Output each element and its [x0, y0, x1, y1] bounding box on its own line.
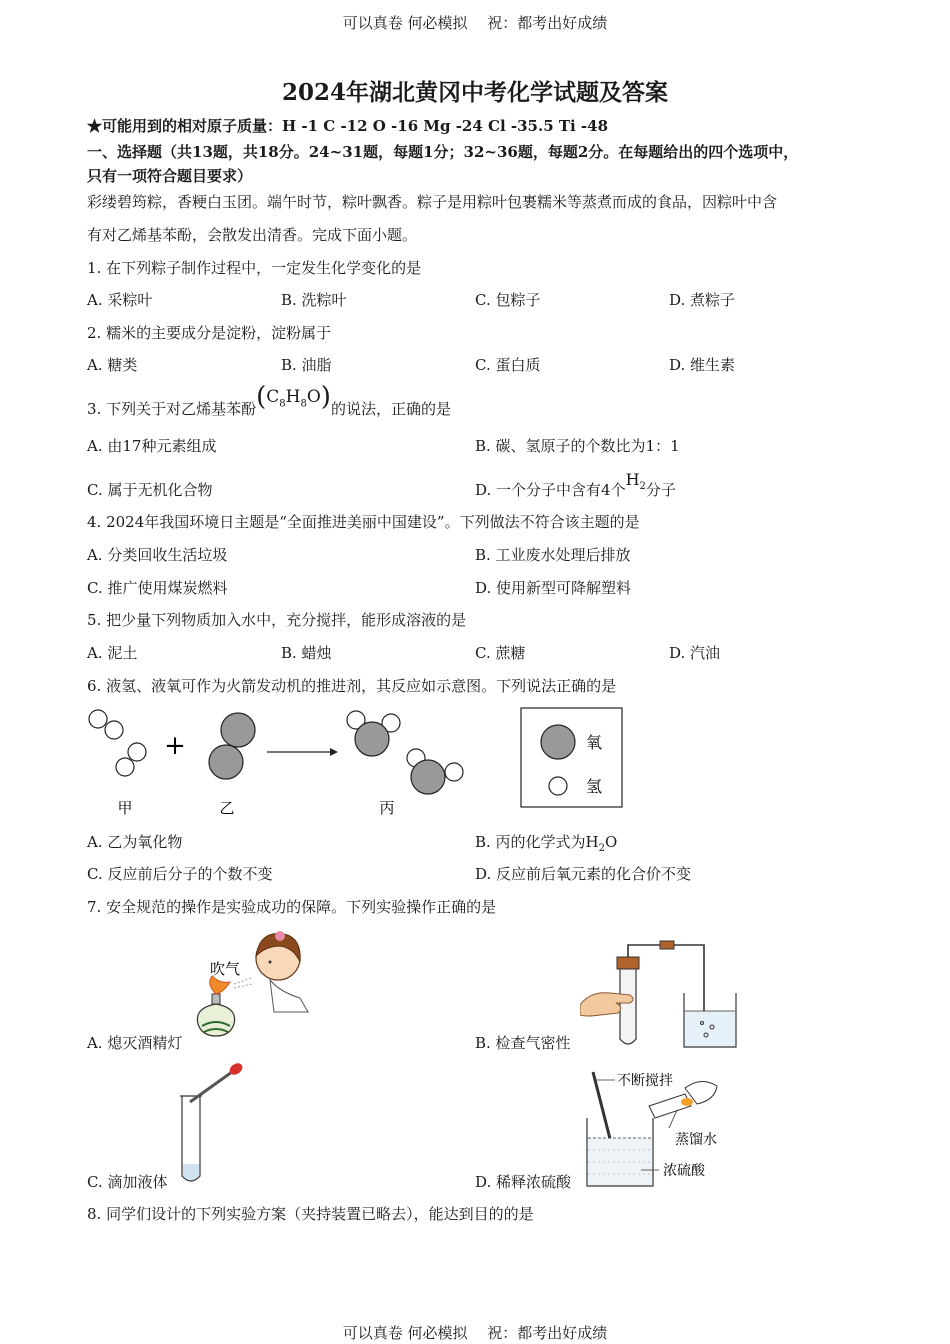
q3-option-c[interactable]: C. 属于无机化合物	[87, 481, 213, 499]
q1-option-d[interactable]: D. 煮粽子	[669, 291, 736, 309]
q6-molecule-yi	[209, 713, 255, 779]
q6-option-a[interactable]: A. 乙为氧化物	[87, 833, 183, 851]
q6-legend-oxygen: 氧	[586, 733, 603, 752]
q7-figure-dropper	[170, 1060, 250, 1190]
q4-option-a[interactable]: A. 分类回收生活垃圾	[87, 546, 228, 564]
q6-option-c[interactable]: C. 反应前后分子的个数不变	[87, 865, 273, 883]
q6-molecule-bing	[347, 711, 463, 794]
q6-legend	[521, 708, 622, 807]
q7-figure-airtight	[580, 935, 750, 1055]
q6-molecule-jia	[89, 710, 146, 776]
q1-option-c[interactable]: C. 包粽子	[475, 291, 541, 309]
q2-option-a[interactable]: A. 糖类	[87, 356, 138, 374]
page-footer: 可以真卷 何必模拟 祝：都考出好成绩	[342, 1324, 608, 1342]
q3-option-b[interactable]: B. 碳、氢原子的个数比为1：1	[475, 437, 680, 455]
q7-water-label: 蒸馏水	[675, 1132, 717, 1148]
q7-blow-label: 吹气	[210, 960, 241, 978]
q3-stem-post: 的说法，正确的是	[330, 400, 451, 418]
q5-option-d[interactable]: D. 汽油	[669, 644, 721, 662]
section-heading-line2: 只有一项符合题目要求）	[87, 167, 253, 185]
q6-label-bing: 丙	[379, 799, 395, 817]
q2-option-d[interactable]: D. 维生素	[669, 356, 736, 374]
q5-stem: 5. 把少量下列物质加入水中，充分搅拌，能形成溶液的是	[87, 611, 467, 629]
q3-formula: $(C_8H_8O)$	[256, 382, 331, 412]
q6-option-b[interactable]: B. 丙的化学式为$H_2O$	[475, 833, 618, 854]
q7-acid-label: 浓硫酸	[663, 1163, 705, 1179]
q6-stem: 6. 液氢、液氧可作为火箭发动机的推进剂，其反应如示意图。下列说法正确的是	[87, 677, 617, 695]
q3-option-d[interactable]: D. 一个分子中含有4个$H_2$分子	[475, 470, 676, 499]
q6-label-yi: 乙	[219, 799, 235, 817]
q7-option-d[interactable]: D. 稀释浓硫酸	[475, 1173, 572, 1191]
q7-stir-label: 不断搅拌	[617, 1073, 673, 1089]
q5-option-c[interactable]: C. 蔗糖	[475, 644, 526, 662]
q5-option-b[interactable]: B. 蜡烛	[281, 644, 332, 662]
q2-option-b[interactable]: B. 油脂	[281, 356, 332, 374]
q6-label-jia: 甲	[117, 799, 133, 817]
q7-figure-dilute-acid	[585, 1066, 745, 1191]
q4-option-b[interactable]: B. 工业废水处理后排放	[475, 546, 631, 564]
q5-option-a[interactable]: A. 泥土	[87, 644, 138, 662]
q6-option-d[interactable]: D. 反应前后氧元素的化合价不变	[475, 865, 692, 883]
section-heading-line1: 一、选择题（共13题，共18分。24~31题，每题1分；32~36题，每题2分。在每题给出的四个选项中，	[87, 143, 799, 161]
page-title: 2024年湖北黄冈中考化学试题及答案	[281, 79, 668, 106]
q2-option-c[interactable]: C. 蛋白质	[475, 356, 541, 374]
q6-reaction-diagram	[80, 700, 640, 825]
intro-line1: 彩缕碧筠粽，香粳白玉团。端午时节，粽叶飘香。粽子是用粽叶包裹糯米等蒸煮而成的食品，因粽叶中含	[87, 193, 778, 211]
q1-stem: 1. 在下列粽子制作过程中，一定发生化学变化的是	[87, 259, 422, 277]
q6-plus-sign: +	[164, 731, 186, 761]
intro-line2: 有对乙烯基苯酚，会散发出清香。完成下面小题。	[87, 226, 418, 244]
q7-figure-blow-lamp	[190, 922, 320, 1052]
q1-option-a[interactable]: A. 采粽叶	[87, 291, 153, 309]
q3-stem	[87, 382, 451, 419]
q8-stem: 8. 同学们设计的下列实验方案（夹持装置已略去），能达到目的的是	[87, 1205, 534, 1223]
q7-stem: 7. 安全规范的操作是实验成功的保障。下列实验操作正确的是	[87, 898, 497, 916]
q3-option-a[interactable]: A. 由17种元素组成	[87, 437, 217, 455]
q4-option-d[interactable]: D. 使用新型可降解塑料	[475, 579, 632, 597]
q6-legend-hydrogen: 氢	[586, 777, 603, 796]
q3-stem-pre: 3. 下列关于对乙烯基苯酚	[87, 400, 257, 418]
q7-option-a[interactable]: A. 熄灭酒精灯	[87, 1034, 183, 1052]
q4-option-c[interactable]: C. 推广使用煤炭燃料	[87, 579, 228, 597]
q1-option-b[interactable]: B. 洗粽叶	[281, 291, 347, 309]
q7-option-b[interactable]: B. 检查气密性	[475, 1034, 571, 1052]
q7-option-c[interactable]: C. 滴加液体	[87, 1173, 168, 1191]
atomic-masses: ★可能用到的相对原子质量：H -1 C -12 O -16 Mg -24 Cl -35.5 Ti -48	[87, 117, 609, 135]
q2-stem: 2. 糯米的主要成分是淀粉，淀粉属于	[87, 324, 332, 342]
q4-stem: 4. 2024年我国环境日主题是“全面推进美丽中国建设”。下列做法不符合该主题的是	[87, 513, 640, 531]
page-header: 可以真卷 何必模拟 祝：都考出好成绩	[342, 14, 608, 32]
